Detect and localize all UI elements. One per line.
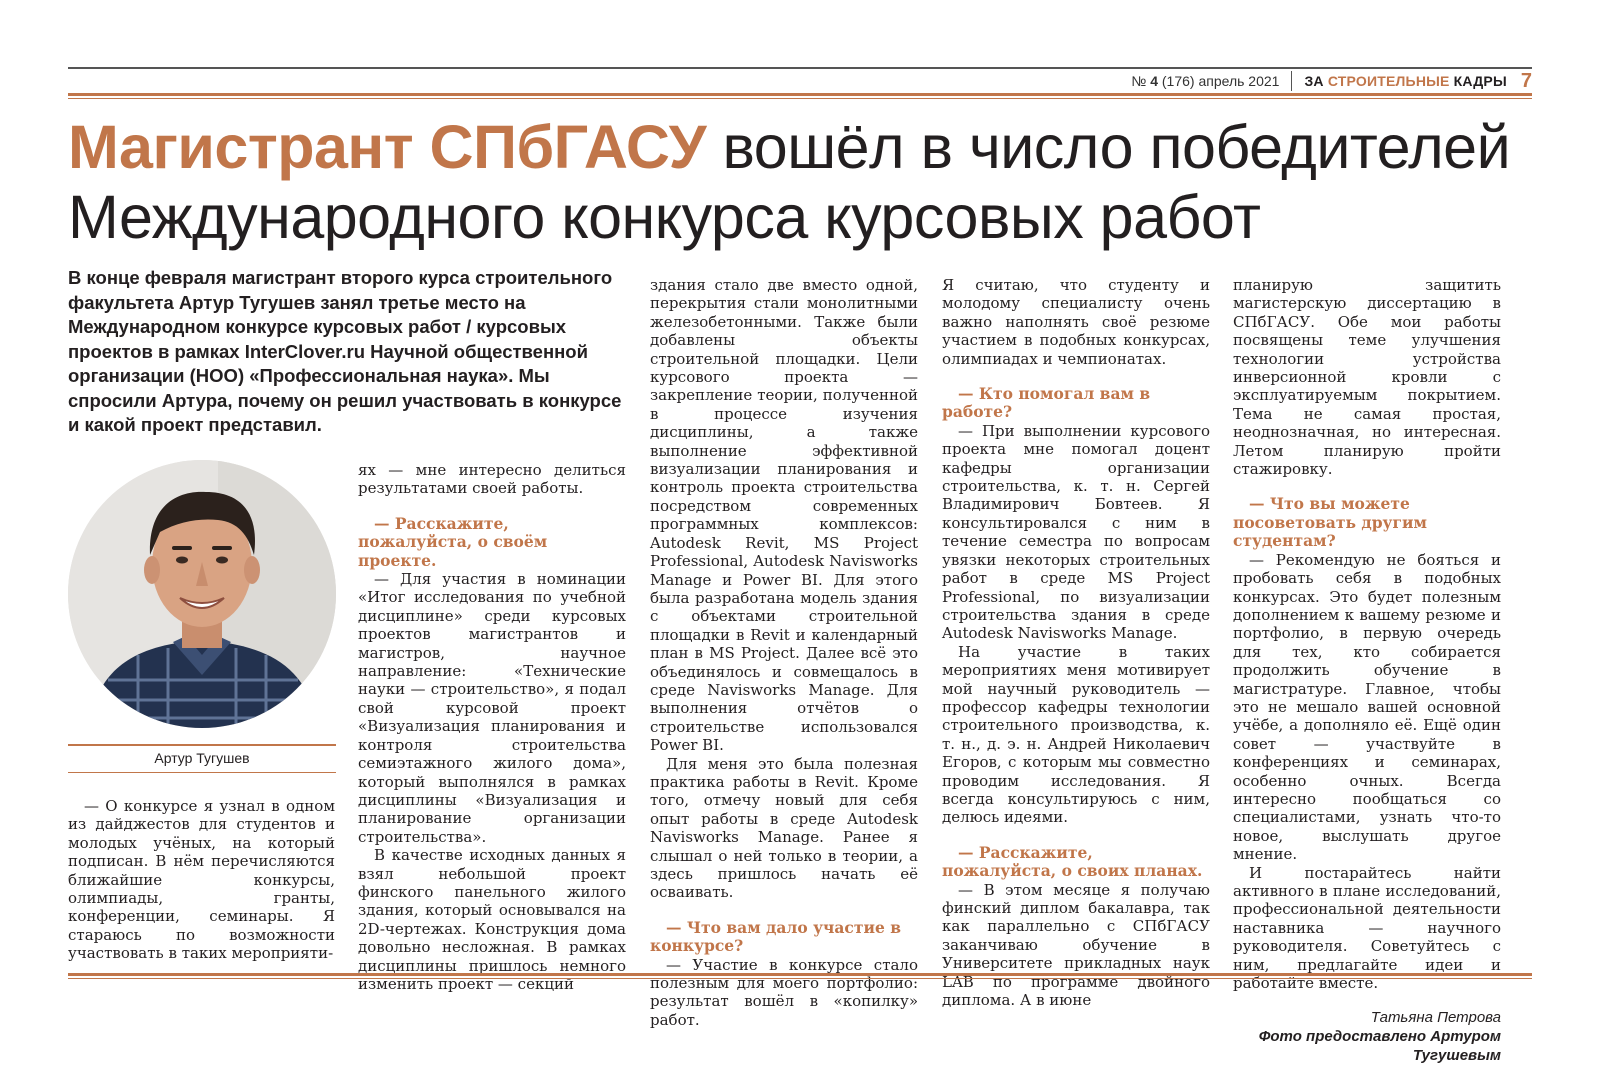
portrait-illustration: [68, 460, 336, 728]
caption-top-rule: [68, 744, 336, 746]
header-accent-thin-rule: [68, 98, 1532, 99]
photo-caption: Артур Тугушев: [154, 750, 250, 766]
issue-prefix: №: [1131, 73, 1147, 89]
paper-name-part3: КАДРЫ: [1453, 73, 1507, 89]
paper-name-part1: ЗА: [1304, 73, 1324, 89]
header-top-rule: [68, 67, 1532, 69]
article-column-4: [942, 276, 1210, 1009]
page-number: 7: [1520, 69, 1532, 92]
issue-total: (176): [1161, 73, 1195, 89]
paper-name-part2: СТРОИТЕЛЬНЫЕ: [1327, 73, 1450, 89]
article-column-2: [358, 461, 626, 993]
interview-question: — Расскажите, пожалуйста, о своём проекте.: [358, 513, 548, 570]
headline-rest: вошёл в число победителей Международного конкурса курсовых работ: [68, 113, 1511, 251]
paragraph: — Участие в конкурсе стало полезным для моего портфолио: результат вошёл в «копилку» работ.: [650, 955, 918, 1029]
issue-date: апрель 2021: [1198, 73, 1280, 89]
footer-accent-rule: [68, 973, 1532, 976]
author-name: Татьяна Петрова: [1370, 1009, 1501, 1027]
article-column-1: [68, 797, 335, 963]
header-accent-rule: [68, 93, 1532, 96]
article-lead: В конце февраля магистрант второго курса строительного факультета Артур Тугушев занял третье место на Международном конкурсе курсовых работ / курсовых проектов в рамках InterClover.ru Научной общественной организации (НОО) «Профессиональная наука». Мы спросили Артура, почему он решил участвовать в конкурсе и какой проект представил.: [68, 267, 622, 435]
photo-credit: Фото предоставлено Артуром Тугушевым: [1258, 1028, 1501, 1065]
portrait-photo: [68, 460, 336, 728]
footer-accent-thin-rule: [68, 978, 1532, 979]
article-headline: [68, 112, 1538, 252]
paragraph: В качестве исходных данных я взял небольшой проект финского панельного жилого здания, который основывался на 2D-чертежах. Конструкция дома довольно несложная. В рамках дисциплины пришлось немного изменить проект — секций: [358, 846, 626, 993]
caption-bottom-rule: [68, 772, 336, 773]
article-column-5: [1233, 276, 1501, 1065]
paragraph: ях — мне интересно делиться результатами своей работы.: [358, 461, 626, 498]
masthead: [1131, 70, 1532, 92]
interview-question: — Расскажите, пожалуйста, о своих планах.: [942, 842, 1203, 881]
paragraph: Я считаю, что студенту и молодому специалисту очень важно наполнять своё резюме участием в подобных конкурсах, олимпиадах и чемпионатах.: [942, 276, 1210, 368]
paragraph: — О конкурсе я узнал в одном из дайджестов для студентов и молодых учёных, на который подписан. В нём перечисляются ближайшие конкурсы, олимпиады, гранты, конференции, семинары. Я стараюсь по возможности участвовать в таких мероприяти-: [68, 797, 335, 963]
paragraph: — При выполнении курсового проекта мне помогал доцент кафедры организации строительства, к. т. н. Сергей Владимирович Бовтеев. Я консультировался с ним в течение семестра по вопросам увязки некоторых строительных работ в среде MS Project Professional, по визуализации строительства здания в среде Autodesk Navisworks Manage.: [942, 421, 1210, 643]
paragraph: — Рекомендую не бояться и пробовать себя в подобных конкурсах. Это будет полезным дополнением к вашему резюме и портфолио, в первую очередь для тех, кто собирается продолжить обучение в магистратуре. Главное, чтобы это не мешало вашей основной учёбе, а дополняло её. Ещё один совет — участвуйте в конференциях и семинарах, особенно очных. Всегда интересно пообщаться со специалистами, узнать что-то новое, выслушать другое мнение.: [1233, 550, 1501, 864]
article-column-3: [650, 276, 918, 1029]
paragraph: И постарайтесь найти активного в плане исследований, профессиональной деятельности наставника — научного руководителя. Советуйтесь с ним, предлагайте идеи и работайте вместе.: [1233, 863, 1501, 993]
interview-question: — Кто помогал вам в работе?: [942, 384, 1151, 422]
paragraph: Для меня это была полезная практика работы в Revit. Кроме того, отмечу новый для себя опыт работы в среде Autodesk Navisworks Manage. Ранее я слышал о ней только в теории, а здесь пришлось начать её осваивать.: [650, 754, 918, 902]
interview-question: — Что вы можете посоветовать другим студентам?: [1233, 494, 1427, 551]
paragraph: здания стало две вместо одной, перекрытия стали монолитными железобетонными. Также были добавлены объекты строительной площадки. Цели курсового проекта — закрепление теории, полученной в процессе изучения дисциплины, а также выполнение эффективной визуализации планирования и контроль проекта строительства посредством современных программных комплексов: Autodesk Revit, MS Project Professional, Autodesk Navisworks Manage и Power BI. Для этого была разработана модель здания с объектами строительной площадки в Revit и календарный план в MS Project. Далее всё это объединялось и совмещалось в среде Navisworks Manage. Для выполнения отчётов о строительстве использовался Power BI.: [650, 276, 918, 755]
paragraph: — Для участия в номинации «Итог исследования по учебной дисциплине» среди курсовых проектов магистрантов и магистров, научное направление: «Технические науки — строительство», я подал свой курсовой проект «Визуализация планирования и контроля строительства семиэтажного жилого дома», который выполнялся в рамках дисциплины «Визуализация и планирование организации строительства».: [358, 570, 626, 846]
paragraph: — В этом месяце я получаю финский диплом бакалавра, так как параллельно с СПбГАСУ заканчиваю обучение в Университете прикладных наук LAB по программе двойного диплома. А в июне: [942, 880, 1210, 1010]
headline-accent: Магистрант СПбГАСУ: [68, 113, 707, 181]
newspaper-name: [1304, 73, 1520, 89]
interview-question: — Что вам дало участие в конкурсе?: [650, 917, 901, 956]
issue-info: [1131, 73, 1291, 89]
paragraph: На участие в таких мероприятиях меня мотивирует мой научный руководитель — профессор кафедры технологии строительного производства, к. т. н., д. э. н. Андрей Николаевич Егоров, с которым мы совместно проводим исследования. Я всегда консультируюсь с ним, делюсь идеями.: [942, 642, 1210, 827]
paragraph: планирую защитить магистерскую диссертацию в СПбГАСУ. Обе мои работы посвящены теме улучшения технологии устройства инверсионной кровли с эксплуатируемым покрытием. Тема не самая простая, неоднозначная, но интересная. Летом планирую пройти стажировку.: [1233, 276, 1501, 479]
masthead-divider: [1291, 71, 1292, 91]
issue-number: 4: [1150, 73, 1158, 89]
